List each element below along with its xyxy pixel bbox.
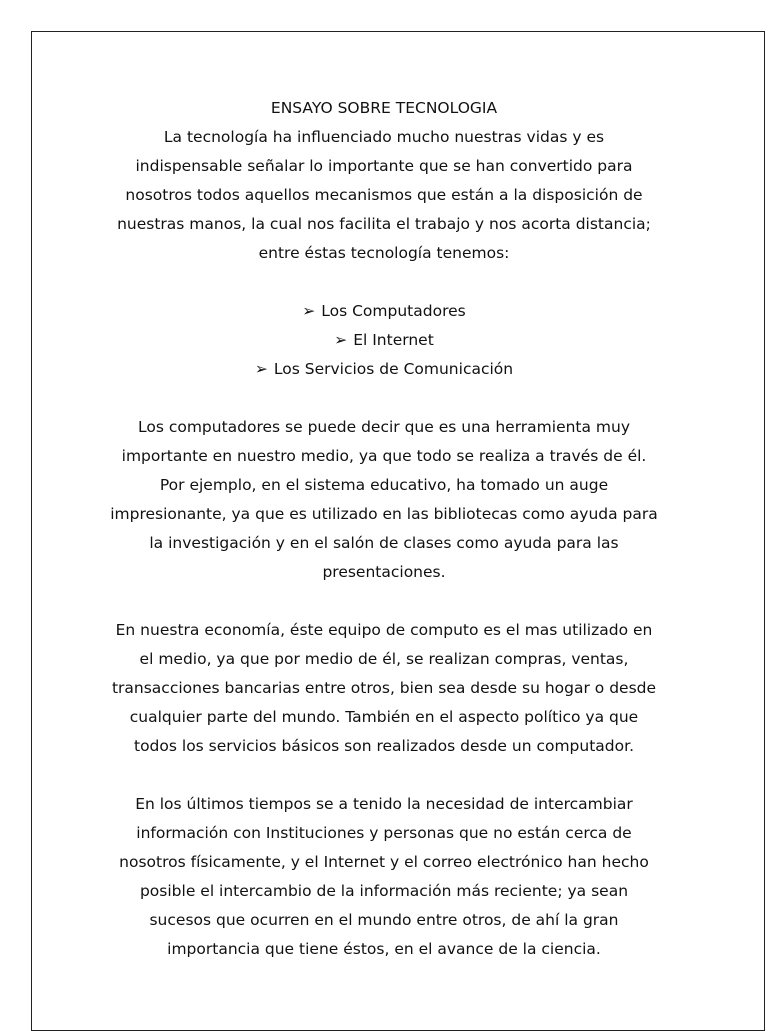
list-item-label: Los Servicios de Comunicación <box>273 360 514 378</box>
document-body <box>110 94 658 964</box>
document-page <box>31 31 765 1031</box>
body-paragraph: En los últimos tiempos se a tenido la necesidad de intercambiar información con Instituciones y personas que no están cerca de nosotros físicamente, y el Internet y el correo electrónico han hecho posible el intercambio de la información más reciente; ya sean sucesos que ocurren en el mundo entre otros, de ahí la gran importancia que tiene éstos, en el avance de la ciencia. <box>119 795 649 958</box>
list-item <box>110 355 658 384</box>
body-paragraph: En nuestra economía, éste equipo de computo es el mas utilizado en el medio, ya que por medio de él, se realizan compras, ventas, transacciones bancarias entre otros, bien sea desde su hogar o desde cualquier parte del mundo. También en el aspecto político ya que todos los servicios básicos son realizados desde un computador. <box>111 621 657 755</box>
arrow-bullet-icon: ➢ <box>254 360 268 378</box>
paragraph-spacer <box>110 761 658 790</box>
paragraph-spacer <box>110 587 658 616</box>
arrow-bullet-icon: ➢ <box>334 331 348 349</box>
technology-list <box>110 297 658 384</box>
list-item <box>110 297 658 326</box>
intro-paragraph: La tecnología ha influenciado mucho nuestras vidas y es indispensable señalar lo importante que se han convertido para nosotros todos aquellos mecanismos que están a la disposición de nuestras manos, la cual nos facilita el trabajo y nos acorta distancia; entre éstas tecnología tenemos: <box>117 128 651 262</box>
list-item <box>110 326 658 355</box>
document-title: ENSAYO SOBRE TECNOLOGIA <box>270 99 498 117</box>
body-paragraph: Los computadores se puede decir que es una herramienta muy importante en nuestro medio, ya que todo se realiza a través de él. Por ejemplo, en el sistema educativo, ha tomado un auge impresionante, ya que es utilizado en las bibliotecas como ayuda para la investigación y en el salón de clases como ayuda para las presentaciones. <box>110 418 658 581</box>
arrow-bullet-icon: ➢ <box>302 302 316 320</box>
list-item-label: El Internet <box>353 331 434 349</box>
list-item-label: Los Computadores <box>321 302 466 320</box>
